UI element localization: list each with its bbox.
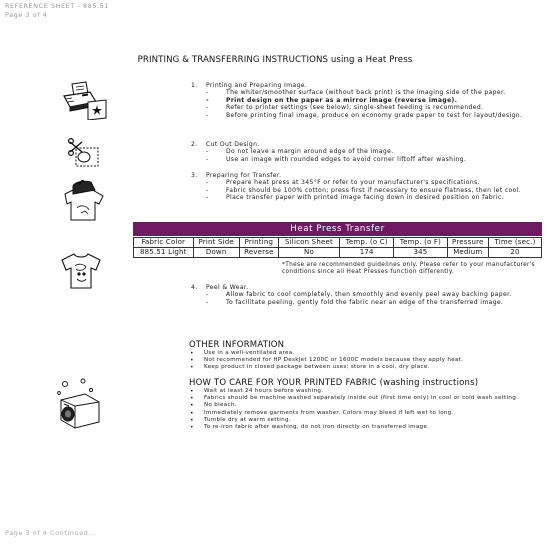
section-printing-preparing — [191, 82, 531, 119]
table-cell: 885.51 Light — [134, 248, 194, 258]
table-cell: Reverse — [239, 248, 278, 258]
tshirt-icon — [58, 252, 104, 290]
list-item: • Fabrics should be machine washed separately inside out (first time only) in cool or cold wash setting. — [189, 395, 529, 402]
list-item: • Keep product in closed package between uses; store in a cool, dry place. — [189, 364, 539, 371]
instruction-item: - Before printing final image, produce on economy grade paper to test for layout/design. — [191, 112, 531, 119]
section-number: 4. — [191, 284, 198, 291]
guidelines-note: *These are recommended guidelines only. Please refer to your manufacturer's conditions since all Heat Presses function differently. — [282, 262, 536, 276]
instruction-item: - Prepare heat press at 345°F or refer to your manufacturer's specifications. — [191, 179, 531, 186]
column-header: Temp. (o C) — [340, 238, 394, 248]
column-header: Printing — [239, 238, 278, 248]
table-cell: 174 — [340, 248, 394, 258]
instruction-item: - The whiter/smoother surface (without back print) is the imaging side of the paper. — [191, 89, 531, 96]
section-number: 1. — [191, 82, 198, 89]
section-peel-wear — [191, 284, 531, 306]
fax-printer-icon — [60, 80, 108, 120]
heat-press-table — [133, 237, 542, 258]
list-item: • Wait at least 24 hours before washing. — [189, 388, 529, 395]
page-indicator: Page 3 of 4 — [5, 11, 48, 19]
other-info-list — [189, 350, 539, 372]
section-heading: Peel & Wear. — [206, 284, 249, 291]
section-heading: Printing and Preparing Image. — [206, 82, 308, 89]
scissors-cut-icon — [68, 138, 104, 170]
table-cell: Down — [193, 248, 239, 258]
instruction-item: - Use an image with rounded edges to avoid corner liftoff after washing. — [191, 156, 531, 163]
heat-press-banner: Heat Press Transfer — [133, 222, 542, 236]
reference-sheet-label: REFERENCE SHEET - 885.51 — [5, 2, 109, 10]
list-item: • No bleach. — [189, 402, 529, 409]
table-cell: 345 — [394, 248, 447, 258]
column-header: Silicon Sheet — [278, 238, 339, 248]
column-header: Print Side — [193, 238, 239, 248]
column-header: Time (sec.) — [489, 238, 542, 248]
column-header: Fabric Color — [134, 238, 194, 248]
table-row — [134, 248, 542, 258]
iron-tshirt-icon — [55, 180, 109, 222]
section-number: 2. — [191, 141, 198, 148]
section-heading: Preparing for Transfer. — [206, 172, 282, 179]
list-item: • Immediately remove garments from washer. Colors may bleed if left wet to long. — [189, 410, 529, 417]
page-title: PRINTING & TRANSFERRING INSTRUCTIONS using a Heat Press — [137, 55, 413, 65]
washing-machine-icon — [55, 378, 105, 430]
list-item: • To re-iron fabric after washing, do not iron directly on transferred image. — [189, 424, 529, 431]
instruction-item: - Print design on the paper as a mirror image (reverse image). — [191, 97, 531, 104]
instruction-item: - Fabric should be 100% cotton; press first if necessary to ensure flatness, then let cool. — [191, 187, 531, 194]
list-item: • Use in a well-ventilated area. — [189, 350, 539, 357]
instruction-item: - Allow fabric to cool completely, then smoothly and evenly peel away backing paper. — [191, 291, 531, 298]
instruction-item: - Do not leave a margin around edge of the image. — [191, 148, 531, 155]
care-heading: HOW TO CARE FOR YOUR PRINTED FABRIC (washing instructions) — [189, 378, 479, 388]
section-preparing-transfer — [191, 172, 531, 202]
table-cell: No — [278, 248, 339, 258]
column-header: Pressure — [447, 238, 488, 248]
page-footer: Page 3 of 4 Continued... — [5, 529, 97, 537]
list-item: • Tumble dry at warm setting. — [189, 417, 529, 424]
section-cut-out-design — [191, 141, 531, 163]
instruction-item: - Place transfer paper with printed image facing down in desired position on fabric. — [191, 194, 531, 201]
table-cell: Medium — [447, 248, 488, 258]
care-list — [189, 388, 529, 431]
list-item: • Not recommended for HP DeskJet 1200C or 1600C models because they apply heat. — [189, 357, 539, 364]
instruction-item: - Refer to printer settings (see below); single-sheet feeding is recommended. — [191, 104, 531, 111]
column-header: Temp. (o F) — [394, 238, 447, 248]
section-number: 3. — [191, 172, 198, 179]
table-cell: 20 — [489, 248, 542, 258]
table-header-row — [134, 238, 542, 248]
other-info-heading: OTHER INFORMATION — [189, 340, 285, 350]
section-heading: Cut Out Design. — [206, 141, 260, 148]
instruction-item: - To facilitate peeling, gently fold the fabric near an edge of the transferred image. — [191, 299, 531, 306]
